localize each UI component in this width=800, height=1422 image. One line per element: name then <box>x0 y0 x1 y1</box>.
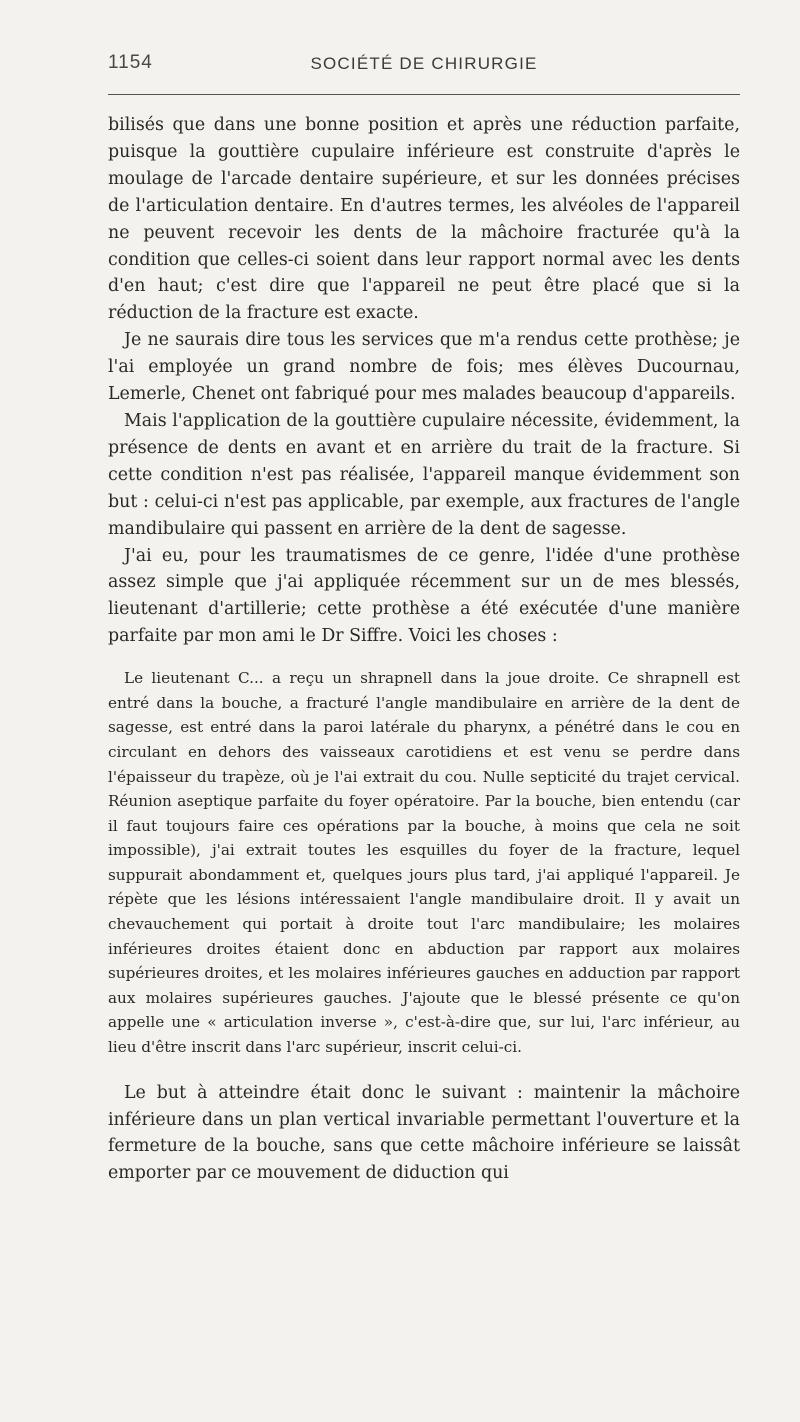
page-number: 1154 <box>108 52 153 73</box>
paragraph-services: Je ne saurais dire tous les services que m'a rendus cette prothèse; je l'ai employée un grand nombre de fois; mes élèves Ducournau, Lemerle, Chenet ont fabriqué pour mes malades beaucoup d'appareils. <box>108 330 740 405</box>
paragraph-case-report: Le lieutenant C... a reçu un shrapnell dans la joue droite. Ce shrapnell est entré dans la bouche, a fracturé l'angle mandibulaire en arrière de la dent de sagesse, est entré dans la paroi latérale du pharynx, a pénétré dans le cou en circulant en dehors des vaisseaux carotidiens et est venu se perdre dans l'épaisseur du trapèze, où je l'ai extrait du cou. Nulle septicité du trajet cervical. Réunion aseptique parfaite du foyer opératoire. Par la bouche, bien entendu (car il faut toujours faire ces opérations par la bouche, à moins que cela ne soit impossible), j'ai extrait toutes les esquilles du foyer de la fracture, lequel suppurait abondamment et, quelques jours plus tard, j'ai appliqué l'appareil. Je répète que les lésions intéressaient l'angle mandibulaire droit. Il y avait un chevauchement qui portait à droite tout l'arc mandibulaire; les molaires inférieures droites étaient donc en abduction par rapport aux molaires supérieures droites, et les molaires inférieures gauches en adduction par rapport aux molaires supérieures gauches. J'ajoute que le blessé présente ce qu'on appelle une « articulation inverse », c'est-à-dire que, sur lui, l'arc inférieur, au lieu d'être inscrit dans l'arc supérieur, inscrit celui-ci. <box>108 669 740 1057</box>
spacer <box>108 1060 740 1080</box>
body-text <box>108 112 740 1187</box>
paragraph-continuation: bilisés que dans une bonne position et après une réduction parfaite, puisque la gouttière cupulaire inférieure est construite d'après le moulage de l'arcade dentaire supérieure, et sur les données précises de l'articulation dentaire. En d'autres termes, les alvéoles de l'appareil ne peuvent recevoir les dents de la mâchoire fracturée qu'à la condition que celles-ci soient dans leur rapport normal avec les dents d'en haut; c'est dire que l'appareil ne peut être placé que si la réduction de la fracture est exacte. <box>108 115 740 324</box>
running-title: SOCIÉTÉ DE CHIRURGIE <box>310 54 538 73</box>
page-header <box>108 52 740 82</box>
paragraph-application: Mais l'application de la gouttière cupulaire nécessite, évidemment, la présence de dents en avant et en arrière du trait de la fracture. Si cette condition n'est pas réalisée, l'appareil manque évidemment son but : celui-ci n'est pas applicable, par exemple, aux fractures de l'angle mandibulaire qui passent en arrière de la dent de sagesse. <box>108 410 740 539</box>
paragraph-prosthesis-idea: J'ai eu, pour les traumatismes de ce genre, l'idée d'une prothèse assez simple que j'ai appliquée récemment sur un de mes blessés, lieutenant d'artillerie; cette prothèse a été exécutée d'une manière parfaite par mon ami le Dr Siffre. Voici les choses : <box>108 545 740 647</box>
header-rule <box>108 94 740 95</box>
paragraph-goal: Le but à atteindre était donc le suivant : maintenir la mâchoire inférieure dans un plan vertical invariable permettant l'ouverture et la fermeture de la bouche, sans que cette mâchoire inférieure se laissât emporter par ce mouvement de diduction qui <box>108 1082 740 1184</box>
spacer <box>108 650 740 666</box>
